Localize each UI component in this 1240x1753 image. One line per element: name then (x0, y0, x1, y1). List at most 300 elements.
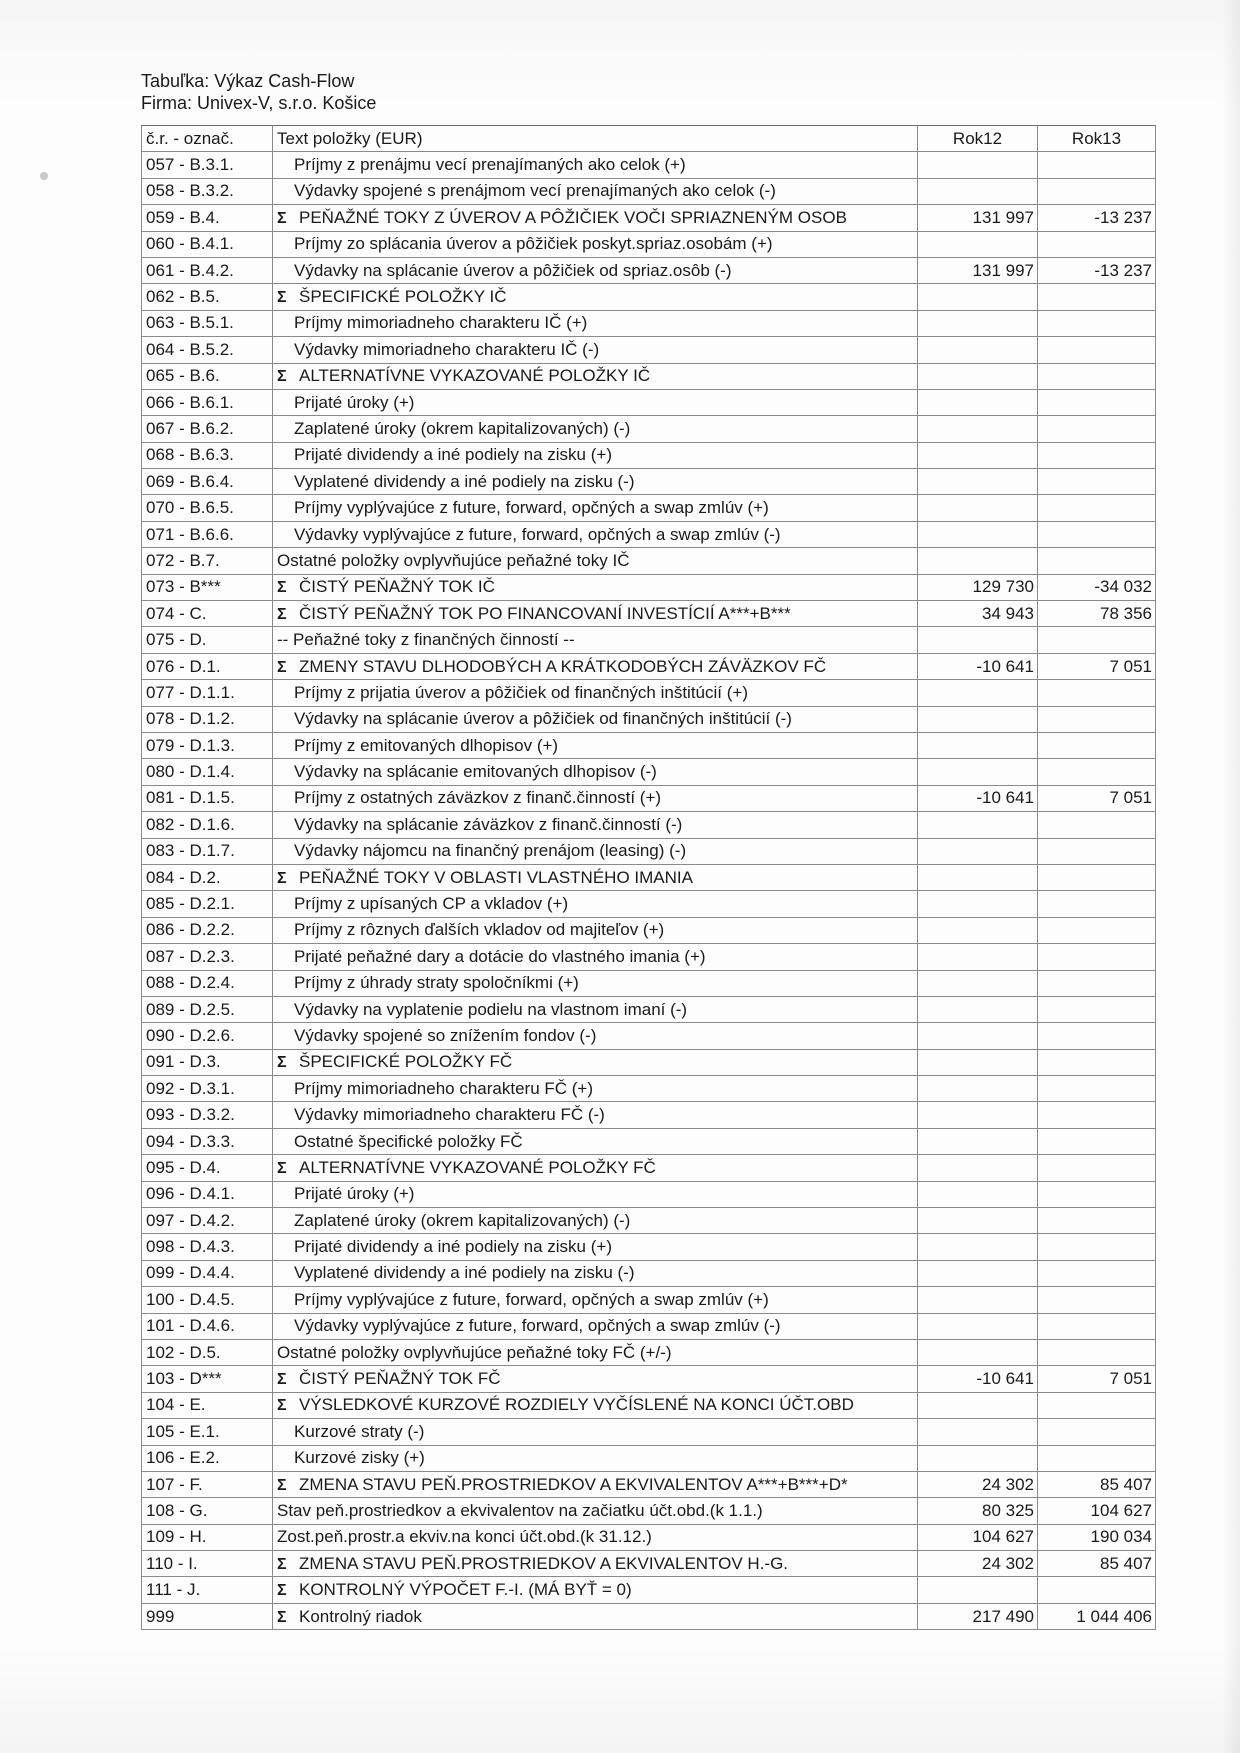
table-row (142, 653, 1156, 679)
table-body (142, 152, 1156, 1630)
row-code: 070 - B.6.5. (142, 495, 273, 521)
row-text-cell (273, 310, 918, 336)
row-value-rok12 (918, 1023, 1038, 1049)
row-value-rok13 (1038, 1128, 1156, 1154)
table-row (142, 152, 1156, 178)
row-value-rok12 (918, 495, 1038, 521)
row-value-rok13 (1038, 521, 1156, 547)
table-row (142, 1498, 1156, 1524)
row-value-rok13 (1038, 1260, 1156, 1286)
column-header-rok13: Rok13 (1038, 126, 1156, 152)
row-text: Príjmy vyplývajúce z future, forward, opčných a swap zmlúv (+) (294, 1289, 769, 1309)
row-value-rok13 (1038, 627, 1156, 653)
company-name: Firma: Univex-V, s.r.o. Košice (141, 93, 377, 113)
table-row (142, 178, 1156, 204)
row-text: Prijaté úroky (+) (294, 392, 415, 412)
row-code: 092 - D.3.1. (142, 1076, 273, 1102)
table-row (142, 1577, 1156, 1603)
row-value-rok13 (1038, 363, 1156, 389)
row-code: 077 - D.1.1. (142, 680, 273, 706)
row-code: 071 - B.6.6. (142, 521, 273, 547)
row-value-rok12 (918, 416, 1038, 442)
row-text: Ostatné špecifické položky FČ (294, 1131, 523, 1151)
row-text-cell (273, 1076, 918, 1102)
row-value-rok13 (1038, 337, 1156, 363)
table-row (142, 1603, 1156, 1629)
row-value-rok13 (1038, 1155, 1156, 1181)
row-text: Výdavky vyplývajúce z future, forward, opčných a swap zmlúv (-) (294, 1316, 781, 1336)
row-value-rok12 (918, 363, 1038, 389)
table-row (142, 574, 1156, 600)
row-code: 074 - C. (142, 601, 273, 627)
row-text-cell (273, 416, 918, 442)
row-text-cell (273, 1128, 918, 1154)
row-text: Príjmy z upísaných CP a vkladov (+) (294, 894, 569, 914)
row-code: 059 - B.4. (142, 205, 273, 231)
row-code: 082 - D.1.6. (142, 812, 273, 838)
row-code: 103 - D*** (142, 1366, 273, 1392)
row-text-cell (273, 1498, 918, 1524)
row-text: ČISTÝ PEŇAŽNÝ TOK IČ (299, 577, 495, 597)
row-value-rok12 (918, 732, 1038, 758)
row-text-cell (273, 1366, 918, 1392)
table-row (142, 1313, 1156, 1339)
document-header (141, 70, 376, 114)
row-value-rok13 (1038, 864, 1156, 890)
column-header-code: č.r. - označ. (142, 126, 273, 152)
table-row (142, 1260, 1156, 1286)
row-text-cell (273, 1445, 918, 1471)
row-value-rok12 (918, 1234, 1038, 1260)
sum-icon: Σ (277, 368, 287, 386)
row-value-rok13 (1038, 944, 1156, 970)
sum-icon: Σ (277, 605, 287, 623)
row-code: 091 - D.3. (142, 1049, 273, 1075)
table-row (142, 1471, 1156, 1497)
row-text: Prijaté úroky (+) (294, 1184, 415, 1204)
column-header-text: Text položky (EUR) (273, 126, 918, 152)
table-row (142, 1181, 1156, 1207)
row-text: Vyplatené dividendy a iné podiely na zisku (-) (294, 471, 635, 491)
sum-icon: Σ (277, 1608, 287, 1626)
row-code: 095 - D.4. (142, 1155, 273, 1181)
row-text: Výdavky na splácanie emitovaných dlhopisov (-) (294, 762, 657, 782)
table-row (142, 891, 1156, 917)
table-row (142, 1049, 1156, 1075)
sum-icon: Σ (277, 1476, 287, 1494)
table-row (142, 1128, 1156, 1154)
row-value-rok13 (1038, 838, 1156, 864)
row-text: Stav peň.prostriedkov a ekvivalentov na začiatku účt.obd.(k 1.1.) (277, 1501, 763, 1520)
row-value-rok12 (918, 1339, 1038, 1365)
row-text-cell (273, 205, 918, 231)
row-value-rok13 (1038, 442, 1156, 468)
row-value-rok13 (1038, 469, 1156, 495)
table-row (142, 548, 1156, 574)
row-code: 999 (142, 1603, 273, 1629)
row-code: 106 - E.2. (142, 1445, 273, 1471)
row-value-rok13 (1038, 389, 1156, 415)
row-text: ČISTÝ PEŇAŽNÝ TOK PO FINANCOVANÍ INVESTÍCIÍ A***+B*** (299, 603, 791, 623)
row-code: 069 - B.6.4. (142, 469, 273, 495)
row-code: 100 - D.4.5. (142, 1287, 273, 1313)
row-code: 088 - D.2.4. (142, 970, 273, 996)
row-text: Príjmy z ostatných záväzkov z finanč.činností (+) (294, 788, 662, 808)
row-code: 085 - D.2.1. (142, 891, 273, 917)
table-row (142, 231, 1156, 257)
table-row (142, 1076, 1156, 1102)
table-row (142, 1419, 1156, 1445)
table-row (142, 838, 1156, 864)
row-code: 057 - B.3.1. (142, 152, 273, 178)
row-text: -- Peňažné toky z finančných činností -- (277, 630, 575, 650)
row-value-rok12 (918, 178, 1038, 204)
row-text-cell (273, 337, 918, 363)
row-text: Príjmy z úhrady straty spoločníkmi (+) (294, 973, 579, 993)
sum-icon: Σ (277, 1582, 287, 1600)
row-value-rok12 (918, 469, 1038, 495)
row-value-rok13 (1038, 1023, 1156, 1049)
table-row (142, 1524, 1156, 1550)
table-row (142, 706, 1156, 732)
row-value-rok13 (1038, 1287, 1156, 1313)
row-code: 089 - D.2.5. (142, 996, 273, 1022)
row-text-cell (273, 944, 918, 970)
row-text: Prijaté dividendy a iné podiely na zisku (+) (294, 445, 612, 465)
row-code: 078 - D.1.2. (142, 706, 273, 732)
sum-icon: Σ (277, 658, 287, 676)
row-value-rok13 (1038, 1577, 1156, 1603)
row-text-cell (273, 812, 918, 838)
row-text: Príjmy vyplývajúce z future, forward, opčných a swap zmlúv (+) (294, 498, 769, 518)
row-text-cell (273, 1155, 918, 1181)
row-value-rok13: -13 237 (1038, 257, 1156, 283)
table-row (142, 996, 1156, 1022)
row-code: 101 - D.4.6. (142, 1313, 273, 1339)
table-row (142, 310, 1156, 336)
row-text-cell (273, 759, 918, 785)
row-text: ŠPECIFICKÉ POLOŽKY IČ (299, 287, 507, 307)
row-value-rok12 (918, 1577, 1038, 1603)
row-code: 102 - D.5. (142, 1339, 273, 1365)
row-text: Príjmy z rôznych ďalších vkladov od majiteľov (+) (294, 920, 665, 940)
row-code: 081 - D.1.5. (142, 785, 273, 811)
row-value-rok12: 34 943 (918, 601, 1038, 627)
row-value-rok13 (1038, 152, 1156, 178)
row-value-rok13: 1 044 406 (1038, 1603, 1156, 1629)
row-text: ZMENA STAVU PEŇ.PROSTRIEDKOV A EKVIVALENTOV A***+B***+D* (299, 1474, 848, 1494)
row-text-cell (273, 891, 918, 917)
row-value-rok13 (1038, 1313, 1156, 1339)
row-value-rok12 (918, 152, 1038, 178)
row-text-cell (273, 1419, 918, 1445)
row-code: 090 - D.2.6. (142, 1023, 273, 1049)
row-code: 094 - D.3.3. (142, 1128, 273, 1154)
row-value-rok12: 217 490 (918, 1603, 1038, 1629)
table-row (142, 601, 1156, 627)
row-text-cell (273, 1181, 918, 1207)
row-value-rok12 (918, 231, 1038, 257)
sum-icon: Σ (277, 869, 287, 887)
row-value-rok13 (1038, 732, 1156, 758)
row-value-rok13 (1038, 812, 1156, 838)
row-value-rok13 (1038, 1049, 1156, 1075)
row-value-rok12: 24 302 (918, 1471, 1038, 1497)
table-row (142, 416, 1156, 442)
row-value-rok12 (918, 996, 1038, 1022)
row-value-rok13: -34 032 (1038, 574, 1156, 600)
row-value-rok13 (1038, 891, 1156, 917)
row-text-cell (273, 1524, 918, 1550)
row-value-rok12 (918, 1049, 1038, 1075)
row-text: Výdavky na splácanie záväzkov z finanč.činností (-) (294, 814, 683, 834)
row-code: 067 - B.6.2. (142, 416, 273, 442)
row-text-cell (273, 680, 918, 706)
row-value-rok12: 131 997 (918, 257, 1038, 283)
row-value-rok13 (1038, 416, 1156, 442)
row-value-rok12 (918, 442, 1038, 468)
row-code: 096 - D.4.1. (142, 1181, 273, 1207)
row-text-cell (273, 653, 918, 679)
row-text-cell (273, 1603, 918, 1629)
table-title: Tabuľka: Výkaz Cash-Flow (141, 71, 355, 91)
row-value-rok12: 129 730 (918, 574, 1038, 600)
row-value-rok12: -10 641 (918, 1366, 1038, 1392)
row-value-rok13 (1038, 706, 1156, 732)
row-value-rok12 (918, 548, 1038, 574)
row-text: Výdavky spojené s prenájmom vecí prenajímaných ako celok (-) (294, 181, 776, 201)
row-code: 076 - D.1. (142, 653, 273, 679)
row-value-rok13 (1038, 680, 1156, 706)
row-code: 097 - D.4.2. (142, 1208, 273, 1234)
row-value-rok13: 7 051 (1038, 653, 1156, 679)
row-code: 084 - D.2. (142, 864, 273, 890)
row-value-rok13 (1038, 1181, 1156, 1207)
row-value-rok13 (1038, 917, 1156, 943)
row-text: ČISTÝ PEŇAŽNÝ TOK FČ (299, 1369, 501, 1389)
table-row (142, 627, 1156, 653)
table-row (142, 785, 1156, 811)
table-row (142, 680, 1156, 706)
row-text-cell (273, 706, 918, 732)
row-value-rok12 (918, 1313, 1038, 1339)
row-value-rok12: -10 641 (918, 785, 1038, 811)
row-text: Príjmy z emitovaných dlhopisov (+) (294, 735, 559, 755)
row-text-cell (273, 574, 918, 600)
row-value-rok12 (918, 1419, 1038, 1445)
row-text: KONTROLNÝ VÝPOČET F.-I. (MÁ BYŤ = 0) (299, 1580, 632, 1600)
row-value-rok12 (918, 1128, 1038, 1154)
row-text: Výdavky na splácanie úverov a pôžičiek od spriaz.osôb (-) (294, 260, 732, 280)
sum-icon: Σ (277, 1054, 287, 1072)
cash-flow-table (141, 125, 1156, 1630)
row-code: 068 - B.6.3. (142, 442, 273, 468)
table-row (142, 337, 1156, 363)
row-code: 075 - D. (142, 627, 273, 653)
row-text-cell (273, 495, 918, 521)
row-value-rok12 (918, 1102, 1038, 1128)
sum-icon: Σ (277, 1397, 287, 1415)
row-text-cell (273, 1102, 918, 1128)
row-text: Príjmy zo splácania úverov a pôžičiek poskyt.spriaz.osobám (+) (294, 234, 773, 254)
row-text: ŠPECIFICKÉ POLOŽKY FČ (299, 1052, 513, 1072)
row-text: Kurzové zisky (+) (294, 1448, 425, 1468)
row-text-cell (273, 1392, 918, 1418)
row-code: 058 - B.3.2. (142, 178, 273, 204)
row-text-cell (273, 970, 918, 996)
row-value-rok12 (918, 1445, 1038, 1471)
row-code: 080 - D.1.4. (142, 759, 273, 785)
row-value-rok12 (918, 1208, 1038, 1234)
table-row (142, 1287, 1156, 1313)
row-value-rok12 (918, 284, 1038, 310)
row-value-rok13: 85 407 (1038, 1471, 1156, 1497)
row-text-cell (273, 996, 918, 1022)
row-value-rok13 (1038, 231, 1156, 257)
row-value-rok12 (918, 864, 1038, 890)
row-code: 109 - H. (142, 1524, 273, 1550)
row-text: Výdavky na splácanie úverov a pôžičiek od finančných inštitúcií (-) (294, 709, 792, 729)
row-text-cell (273, 152, 918, 178)
table-row (142, 944, 1156, 970)
row-value-rok13: 85 407 (1038, 1551, 1156, 1577)
row-text-cell (273, 521, 918, 547)
row-text-cell (273, 389, 918, 415)
table-row (142, 1392, 1156, 1418)
row-value-rok13: -13 237 (1038, 205, 1156, 231)
row-value-rok13 (1038, 1076, 1156, 1102)
row-text-cell (273, 1287, 918, 1313)
row-text: Príjmy z prijatia úverov a pôžičiek od finančných inštitúcií (+) (294, 682, 748, 702)
row-text: Výdavky mimoriadneho charakteru FČ (-) (294, 1105, 605, 1125)
table-row (142, 970, 1156, 996)
row-value-rok13 (1038, 1234, 1156, 1260)
row-code: 061 - B.4.2. (142, 257, 273, 283)
row-text: Ostatné položky ovplyvňujúce peňažné toky IČ (277, 550, 630, 570)
row-text: ZMENA STAVU PEŇ.PROSTRIEDKOV A EKVIVALENTOV H.-G. (299, 1553, 789, 1573)
row-text-cell (273, 548, 918, 574)
row-code: 066 - B.6.1. (142, 389, 273, 415)
row-value-rok13 (1038, 1419, 1156, 1445)
row-value-rok13: 104 627 (1038, 1498, 1156, 1524)
row-text: Príjmy mimoriadneho charakteru FČ (+) (294, 1078, 594, 1098)
row-text: Kurzové straty (-) (294, 1421, 425, 1441)
row-text: Zost.peň.prostr.a ekviv.na konci účt.obd.(k 31.12.) (277, 1527, 652, 1547)
table-row (142, 759, 1156, 785)
table-row (142, 1155, 1156, 1181)
row-value-rok13 (1038, 548, 1156, 574)
row-text-cell (273, 284, 918, 310)
row-value-rok12 (918, 627, 1038, 653)
table-row (142, 1339, 1156, 1365)
table-row (142, 1234, 1156, 1260)
row-code: 104 - E. (142, 1392, 273, 1418)
row-value-rok12 (918, 1076, 1038, 1102)
row-text: Zaplatené úroky (okrem kapitalizovaných) (-) (294, 418, 631, 438)
row-value-rok12 (918, 1287, 1038, 1313)
table-row (142, 284, 1156, 310)
row-value-rok12 (918, 1155, 1038, 1181)
row-text-cell (273, 363, 918, 389)
row-text: Výdavky nájomcu na finančný prenájom (leasing) (-) (294, 841, 687, 861)
row-value-rok12: 131 997 (918, 205, 1038, 231)
row-value-rok12: 80 325 (918, 1498, 1038, 1524)
row-value-rok13 (1038, 1208, 1156, 1234)
row-text-cell (273, 1313, 918, 1339)
row-value-rok12 (918, 1392, 1038, 1418)
row-text-cell (273, 601, 918, 627)
row-value-rok13 (1038, 495, 1156, 521)
row-value-rok13 (1038, 310, 1156, 336)
row-text-cell (273, 231, 918, 257)
row-text-cell (273, 469, 918, 495)
table-row (142, 732, 1156, 758)
row-value-rok12 (918, 812, 1038, 838)
row-value-rok12 (918, 944, 1038, 970)
row-value-rok12 (918, 706, 1038, 732)
row-text: ZMENY STAVU DLHODOBÝCH A KRÁTKODOBÝCH ZÁVÄZKOV FČ (299, 656, 827, 676)
row-code: 099 - D.4.4. (142, 1260, 273, 1286)
row-code: 073 - B*** (142, 574, 273, 600)
row-code: 098 - D.4.3. (142, 1234, 273, 1260)
table-row (142, 1445, 1156, 1471)
row-value-rok12 (918, 1181, 1038, 1207)
row-text-cell (273, 1339, 918, 1365)
row-value-rok13 (1038, 996, 1156, 1022)
sum-icon: Σ (277, 289, 287, 307)
row-text-cell (273, 1234, 918, 1260)
row-value-rok12 (918, 521, 1038, 547)
sum-icon: Σ (277, 579, 287, 597)
row-value-rok12 (918, 310, 1038, 336)
row-value-rok12 (918, 838, 1038, 864)
row-code: 083 - D.1.7. (142, 838, 273, 864)
table-row (142, 1208, 1156, 1234)
row-text: Príjmy z prenájmu vecí prenajímaných ako celok (+) (294, 155, 686, 175)
row-text: Vyplatené dividendy a iné podiely na zisku (-) (294, 1263, 635, 1283)
row-value-rok13 (1038, 284, 1156, 310)
row-text: ALTERNATÍVNE VYKAZOVANÉ POLOŽKY FČ (299, 1157, 656, 1177)
row-text-cell (273, 442, 918, 468)
table-row (142, 864, 1156, 890)
row-text: Prijaté dividendy a iné podiely na zisku (+) (294, 1237, 612, 1257)
table-row (142, 1102, 1156, 1128)
row-value-rok13: 7 051 (1038, 1366, 1156, 1392)
row-value-rok13 (1038, 1339, 1156, 1365)
sum-icon: Σ (277, 209, 287, 227)
row-text-cell (273, 257, 918, 283)
sum-icon: Σ (277, 1371, 287, 1389)
row-value-rok12 (918, 970, 1038, 996)
row-value-rok12 (918, 389, 1038, 415)
table-row (142, 363, 1156, 389)
row-value-rok12 (918, 680, 1038, 706)
row-code: 087 - D.2.3. (142, 944, 273, 970)
table-row (142, 205, 1156, 231)
row-value-rok12 (918, 1260, 1038, 1286)
table-row (142, 812, 1156, 838)
row-value-rok12 (918, 891, 1038, 917)
row-text: Výdavky mimoriadneho charakteru IČ (-) (294, 339, 600, 359)
row-code: 065 - B.6. (142, 363, 273, 389)
row-code: 108 - G. (142, 1498, 273, 1524)
row-text-cell (273, 1260, 918, 1286)
row-text: Príjmy mimoriadneho charakteru IČ (+) (294, 313, 588, 333)
row-text-cell (273, 785, 918, 811)
row-code: 105 - E.1. (142, 1419, 273, 1445)
row-text-cell (273, 732, 918, 758)
row-code: 107 - F. (142, 1471, 273, 1497)
